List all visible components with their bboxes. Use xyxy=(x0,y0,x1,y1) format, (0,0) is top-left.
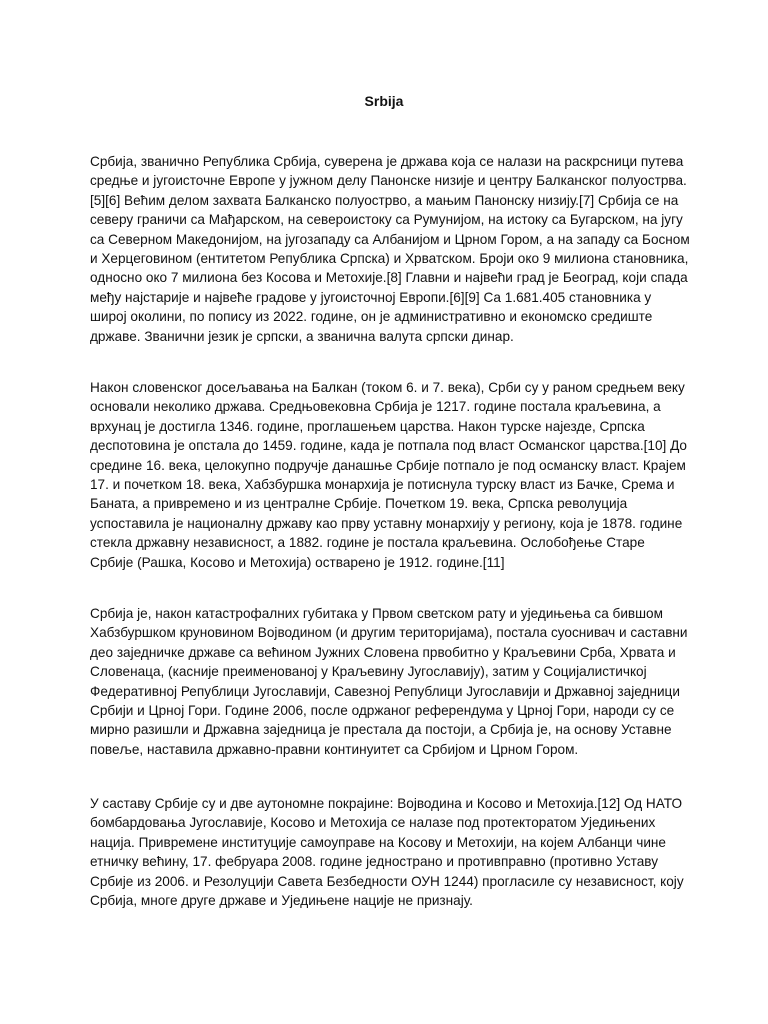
paragraph-history: Након словенског досељавања на Балкан (током 6. и 7. века), Срби су у раном средњем веку основали неколико држава. Средњовековна Србија је 1217. године постала краљевина, а врхунац је достигла 1346. године, проглашењем царства. Након турске најезде, Српска деспотовина је опстала до 1459. године, када је потпала под власт Османског царства.[10] До средине 16. века, целокупно подручје данашње Србије потпало је под османску власт. Крајем 17. и почетком 18. века, Хабзбуршка монархија је потиснула турску власт из Бачке, Срема и Баната, а привремено и из централне Србије. Почетком 19. века, Српска револуција успоставила је националну државу као прву уставну монархију у региону, која је 1878. године стекла државну независност, а 1882. године је постала краљевина. Ослобођење Старе Србије (Рашка, Косово и Метохија) остварено је 1912. године.[11] xyxy=(90,380,687,570)
paragraph-yugoslavia: Србија је, након катастрофалних губитака у Првом светском рату и уједињења са бившом Хабзбуршком круновином Војводином (и другим територијама), постала суоснивач и саставни део заједничке државе са већином Јужних Словена првобитно у Краљевини Срба, Хрвата и Словенаца, (касније преименованој у Краљевину Југославију), затим у Социјалистичкој Федеративној Републици Југославији, Савезној Републици Југославији и Државној заједници Србији и Црној Гори. Године 2006, после одржаног референдума у Црној Гори, народи су се мирно разишли и Државна заједница је престала да постоји, а Србија је, на основу Уставне повеље, наставила државно-правни континуитет са Србијом и Црном Гором. xyxy=(90,606,688,757)
paragraph-intro: Србија, званично Република Србија, суверена је држава која се налази на раскрсници путева средње и југоисточне Европе у јужном делу Панонске низије и центру Балканског полуострва.[5][6] Већим делом захвата Балканско полуострво, а мањим Панонску низију.[7] Србија се на северу граничи са Мађарском, на североистоку са Румунијом, на истоку са Бугарском, на југу са Северном Македонијом, на југозападу са Албанијом и Црном Гором, а на западу са Босном и Херцеговином (ентитетом Република Српска) и Хрватском. Броји око 9 милиона становника, односно око 7 милиона без Косова и Метохије.[8] Главни и највећи град је Београд, који спада међу најстарије и највеће градове у југоисточној Европи.[6][9] Са 1.681.405 становника у широј околини, по попису из 2022. године, он је административно и економско средиште државе. Званични језик је српски, а званична валута српски динар. xyxy=(90,154,690,344)
paragraph-autonomous-provinces: У саставу Србије су и две аутономне покрајине: Војводина и Косово и Метохија.[12] Од НАТО бомбардовања Југославије, Косово и Метохија се налазе под протекторатом Уједињених нација. Привремене институције самоуправе на Косову и Метохији, на којем Албанци чине етничку већину, 17. фебруара 2008. године једнострано и противправно (противно Уставу Србије из 2006. и Резолуцији Савета Безбедности ОУН 1244) прогласиле су независност, коју Србија, многе друге државе и Уједињене нације не признају. xyxy=(90,796,684,909)
document-title: Srbija xyxy=(364,93,404,109)
